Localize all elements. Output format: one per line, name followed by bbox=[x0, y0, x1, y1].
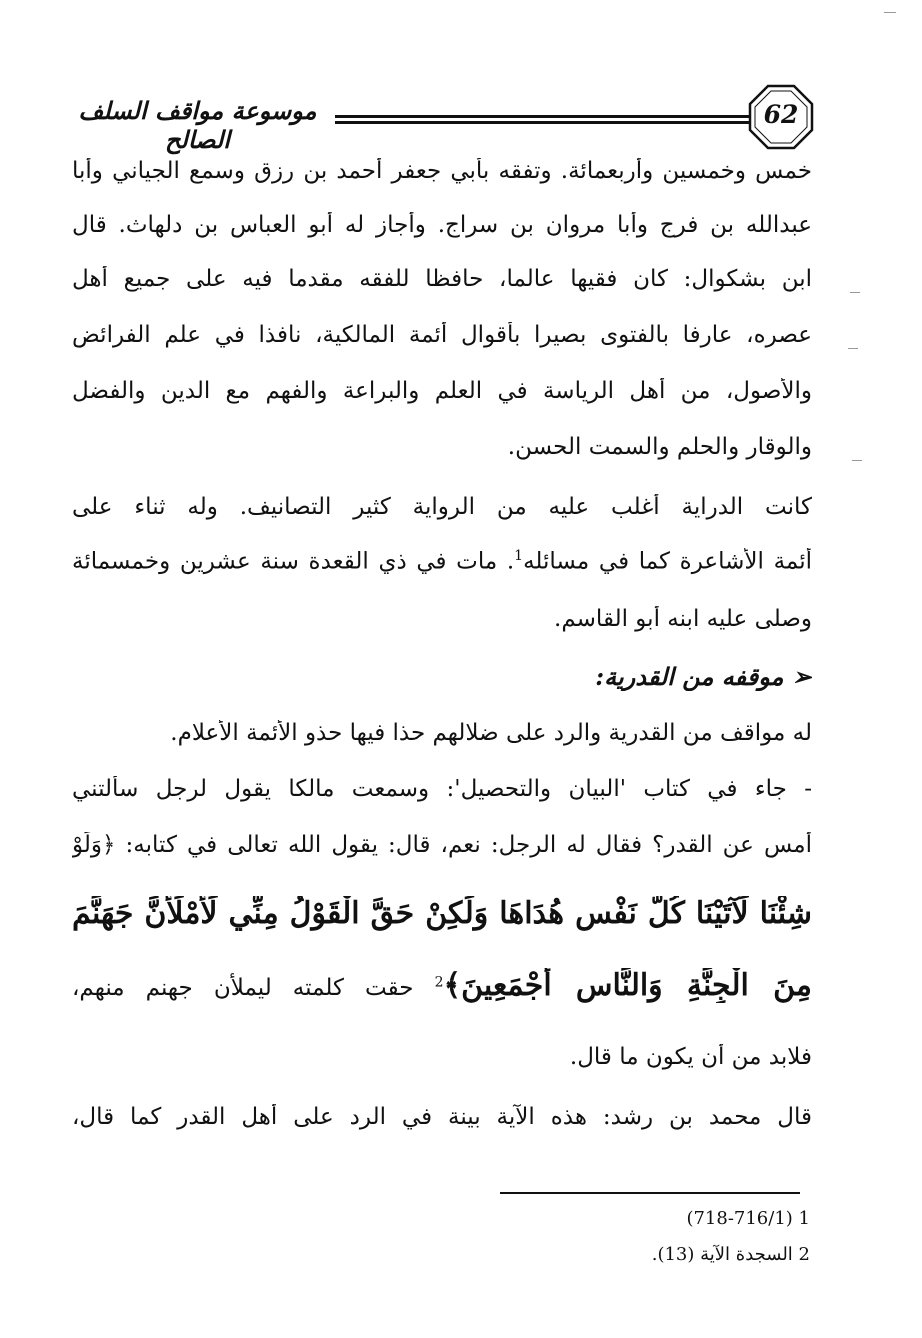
body-line-14: فلابد من أن يكون ما قال. bbox=[569, 1044, 812, 1070]
scan-mark bbox=[884, 12, 896, 13]
body-line-8-b: . مات في ذي القعدة سنة عشرين وخمسمائة bbox=[72, 548, 515, 575]
scan-mark bbox=[852, 460, 862, 461]
body-line-5: والأصول، من أهل الرياسة في العلم والبراعة والفهم مع الدين والفضل bbox=[72, 378, 812, 404]
body-line-8-a: أئمة الأشاعرة كما في مسائله bbox=[523, 548, 812, 575]
footnote-1 bbox=[500, 1208, 810, 1229]
body-line-1: خمس وخمسين وأربعمائة. وتفقه بأبي جعفر أحمد بن رزق وسمع الجياني وأبا bbox=[72, 158, 812, 184]
footnote-1-text: (718-716/1) bbox=[686, 1208, 793, 1229]
scan-mark bbox=[848, 348, 858, 349]
body-line-9: وصلى عليه ابنه أبو القاسم. bbox=[554, 606, 812, 632]
body-line-12: أمس عن القدر؟ فقال له الرجل: نعم، قال: يقول الله تعالى في كتابه: ﴿وَلَوْ bbox=[72, 832, 812, 858]
footnote-ref-2: 2 bbox=[434, 974, 444, 991]
footnote-1-num: 1 bbox=[798, 1208, 810, 1229]
body-line-7: كانت الدراية أغلب عليه من الرواية كثير التصانيف. وله ثناء على bbox=[72, 494, 812, 520]
header-rule bbox=[335, 115, 750, 125]
section-subheading bbox=[72, 662, 812, 691]
body-line-11: - جاء في كتاب 'البيان والتحصيل': وسمعت مالكا يقول لرجل سألتني bbox=[72, 776, 812, 802]
body-line-6: والوقار والحلم والسمت الحسن. bbox=[507, 434, 812, 460]
page-number-badge bbox=[748, 84, 814, 150]
footnote-2-num: 2 bbox=[798, 1244, 810, 1265]
body-line-3: ابن بشكوال: كان فقيها عالما، حافظا للفقه مقدما فيه على جميع أهل bbox=[72, 266, 812, 292]
body-line-10: له مواقف من القدرية والرد على ضلالهم حذا فيها حذو الأئمة الأعلام. bbox=[170, 720, 812, 746]
footnote-rule bbox=[500, 1192, 800, 1194]
body-line-8 bbox=[72, 548, 812, 575]
page-number: 62 bbox=[763, 100, 799, 129]
page-header bbox=[60, 78, 860, 156]
body-line-4: عصره، عارفا بالفتوى بصيرا بأقوال أئمة المالكية، نافذا في علم الفرائض bbox=[72, 322, 812, 348]
series-title: موسوعة مواقف السلف الصالح bbox=[78, 96, 317, 154]
subheading-text: موقفه من القدرية: bbox=[595, 662, 784, 691]
scan-mark bbox=[850, 292, 860, 293]
body-line-2: عبدالله بن فرج وأبا مروان بن سراج. وأجاز له أبو العباس بن دلهاث. قال bbox=[72, 212, 812, 238]
body-line-13-a: حقت كلمته ليملأن جهنم منهم، bbox=[72, 975, 435, 1001]
footnote-ref-1: 1 bbox=[514, 548, 524, 564]
arrow-marker-icon: ➢ bbox=[791, 662, 812, 691]
footnote-2-text: السجدة الآية (13). bbox=[651, 1244, 793, 1265]
quran-verse-line-1: شِئْنَا لَآتَيْنَا كُلَّ نَفْسٍ هُدَاهَا وَلَكِنْ حَقَّ الْقَوْلُ مِنِّي لَأَمْلَأَنَّ جَهَنَّمَ bbox=[72, 896, 812, 931]
quran-verse-line-2 bbox=[72, 968, 812, 1003]
body-line-15: قال محمد بن رشد: هذه الآية بينة في الرد على أهل القدر كما قال، bbox=[72, 1104, 812, 1130]
quran-verse-end: مِنَ الْجِنَّةِ وَالنَّاسِ أَجْمَعِينَ﴾ bbox=[443, 968, 812, 1003]
footnote-2 bbox=[500, 1244, 810, 1265]
